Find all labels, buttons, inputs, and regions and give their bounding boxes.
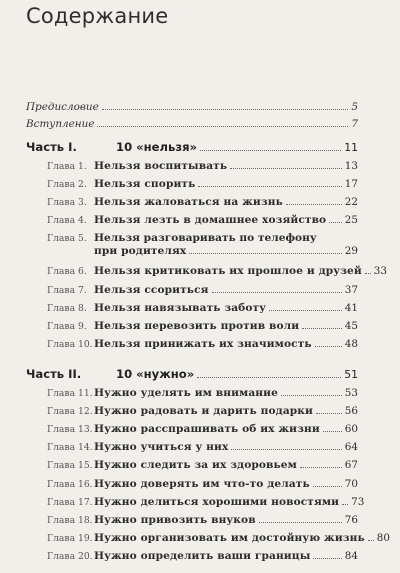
chapter-label: Глава 8. [47,303,87,314]
toc-chapter-4[interactable] [47,214,358,226]
toc-chapter-13[interactable] [47,423,358,435]
toc-entry-introduction[interactable] [26,118,358,130]
dot-leader [212,292,342,293]
toc-part-1[interactable] [26,140,358,154]
chapter-title: Нужно организовать им достойную жизнь [94,532,365,544]
chapter-label: Глава 7. [47,285,87,296]
toc-page-number: 17 [344,178,358,190]
toc-chapter-6[interactable] [47,265,388,277]
toc-page-number: 51 [344,368,358,381]
chapter-label: Глава 4. [47,215,87,226]
toc-page-number: 84 [344,550,358,562]
dot-leader [97,126,348,127]
part-label: Часть I. [26,140,77,154]
chapter-label: Глава 19. [47,533,93,544]
chapter-label: Глава 6. [47,266,87,277]
chapter-title: Нужно уделять им внимание [94,387,278,399]
toc-page-number: 25 [344,214,358,226]
chapter-label: Глава 10. [47,339,93,350]
toc-chapter-5[interactable] [94,245,358,257]
dot-leader [230,168,342,169]
chapter-title: Нельзя спорить [94,178,196,190]
chapter-label: Глава 11. [47,388,93,399]
dot-leader [368,540,374,541]
dot-leader [189,253,341,254]
toc-page-number: 70 [344,478,358,490]
toc-page-number: 48 [344,338,358,350]
toc-page-number: 73 [351,496,365,508]
toc-chapter-15[interactable] [47,459,358,471]
dot-leader [231,449,341,450]
dot-leader [313,558,341,559]
part-title: 10 «нельзя» [116,140,198,154]
chapter-title: Нужно радовать и дарить подарки [94,405,313,417]
dot-leader [269,310,342,311]
toc-page-number: 13 [344,160,358,172]
toc-chapter-8[interactable] [47,302,358,314]
dot-leader [315,346,342,347]
toc-page-number: 60 [344,423,358,435]
chapter-label: Глава 1. [47,161,87,172]
chapter-title: Нельзя критиковать их прошлое и друзей [94,265,362,277]
chapter-label: Глава 13. [47,424,93,435]
chapter-label: Глава 2. [47,179,87,190]
chapter-title: Нельзя лезть в домашнее хозяйство [94,214,327,226]
toc-chapter-19[interactable] [47,532,391,544]
toc-part-2[interactable] [26,367,358,381]
toc-chapter-2[interactable] [47,178,358,190]
toc-entry-preface[interactable] [26,101,358,113]
chapter-title: Нужно привозить внуков [94,514,256,526]
chapter-label: Глава 17. [47,497,93,508]
toc-chapter-1[interactable] [47,160,358,172]
toc-page-number: 5 [351,101,358,113]
chapter-title: Нельзя принижать их значимость [94,338,312,350]
dot-leader [200,150,341,151]
toc-page-number: 11 [344,141,358,154]
toc-page-number: 7 [351,118,358,130]
dot-leader [323,431,342,432]
chapter-title: Нужно учиться у них [94,441,229,453]
page-title: Содержание [26,4,169,28]
chapter-title-continued: при родителях [94,245,187,257]
part-title: 10 «нужно» [116,367,195,381]
chapter-title: Нельзя жаловаться на жизнь [94,196,283,208]
toc-page-number: 37 [344,284,358,296]
chapter-label: Глава 15. [47,460,93,471]
toc-page-number: 67 [344,459,358,471]
toc-entry-title: Вступление [26,118,95,130]
toc-chapter-18[interactable] [47,514,358,526]
dot-leader [302,328,342,329]
dot-leader [259,522,342,523]
dot-leader [286,204,342,205]
part-label: Часть II. [26,367,82,381]
toc-chapter-14[interactable] [47,441,358,453]
dot-leader [197,377,341,378]
chapter-title: Нужно расспрашивать об их жизни [94,423,320,435]
dot-leader [313,486,342,487]
toc-page-number: 64 [344,441,358,453]
chapter-label: Глава 5. [47,233,87,244]
chapter-label: Глава 14. [47,442,93,453]
chapter-title: Нужно делиться хорошими новостями [94,496,340,508]
toc-chapter-10[interactable] [47,338,358,350]
toc-entry-title: Предисловие [26,101,99,113]
toc-page-number: 22 [344,196,358,208]
toc-chapter-3[interactable] [47,196,358,208]
toc-chapter-9[interactable] [47,320,358,332]
dot-leader [342,504,348,505]
toc-page-number: 80 [376,532,391,544]
toc-page-number: 56 [344,405,358,417]
toc-chapter-11[interactable] [47,387,358,399]
chapter-title: Нужно определить ваши границы [94,550,311,562]
chapter-title: Нужно доверять им что-то делать [94,478,310,490]
toc-page-number: 45 [344,320,358,332]
dot-leader [198,186,341,187]
dot-leader [102,109,349,110]
chapter-label: Глава 12. [47,406,93,417]
toc-page-number: 41 [344,302,358,314]
chapter-title: Нельзя навязывать заботу [94,302,267,314]
dot-leader [365,273,371,274]
toc-chapter-12[interactable] [47,405,358,417]
toc-chapter-7[interactable] [47,284,358,296]
toc-page-number: 33 [373,265,388,277]
toc-page-number: 29 [344,245,358,257]
chapter-label: Глава 20. [47,551,93,562]
chapter-label: Глава 9. [47,321,87,332]
toc-chapter-20[interactable] [47,550,358,562]
chapter-label: Глава 18. [47,515,93,526]
chapter-title: Нельзя ссориться [94,284,209,296]
toc-chapter-17[interactable] [47,496,365,508]
dot-leader [281,395,342,396]
dot-leader [300,467,342,468]
chapter-title: Нельзя перевозить против воли [94,320,300,332]
chapter-label: Глава 16. [47,479,93,490]
chapter-title: Нужно следить за их здоровьем [94,459,297,471]
chapter-title: Нельзя воспитывать [94,160,228,172]
chapter-label: Глава 3. [47,197,87,208]
dot-leader [316,413,342,414]
chapter-title[interactable]: Нельзя разговаривать по телефону [94,232,317,244]
toc-page-number: 53 [344,387,358,399]
toc-page-number: 76 [344,514,358,526]
dot-leader [329,222,342,223]
toc-chapter-16[interactable] [47,478,358,490]
